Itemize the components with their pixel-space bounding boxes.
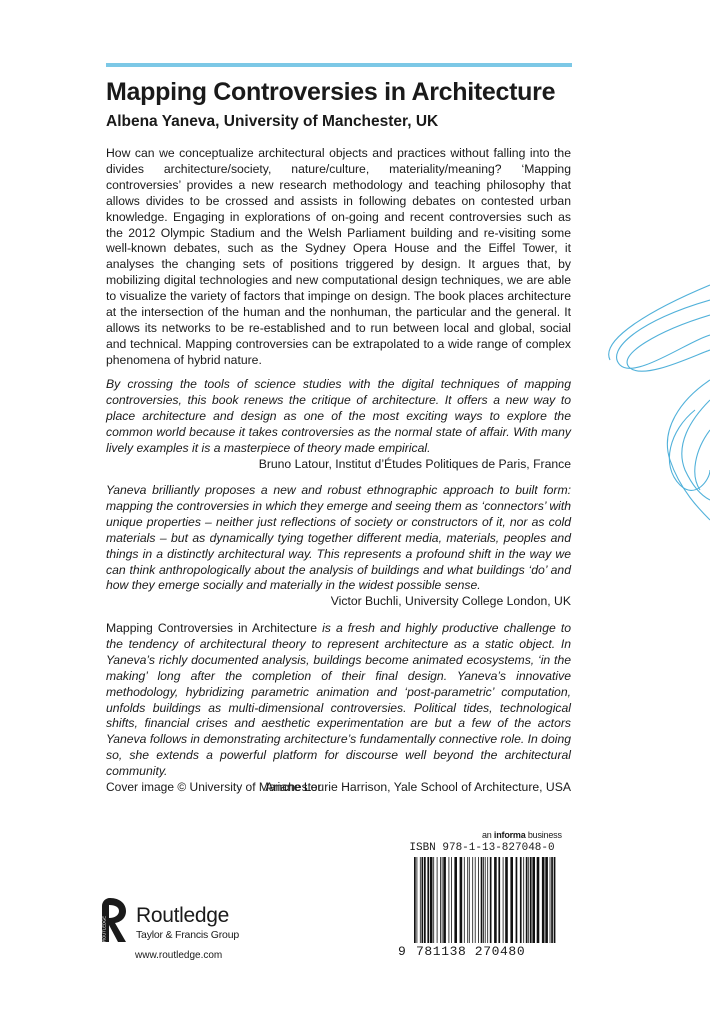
barcode-graphic <box>412 857 558 943</box>
barcode-bar <box>422 857 424 943</box>
endorsement-attribution: Victor Buchli, University College London, UK <box>330 594 571 609</box>
barcode-bar <box>530 857 532 943</box>
barcode-bar <box>523 857 524 943</box>
barcode-bar <box>417 857 418 943</box>
endorsement-book-title: Mapping Controversies in Architecture <box>106 621 317 635</box>
barcode-bar <box>420 857 421 943</box>
barcode-bar <box>537 857 540 943</box>
barcode-bar <box>440 857 441 943</box>
barcode-bar <box>464 857 465 943</box>
barcode-bar <box>545 857 548 943</box>
top-accent-rule <box>106 63 572 67</box>
publisher-name: Routledge <box>136 904 230 927</box>
barcode-bar <box>433 857 434 943</box>
barcode-bar <box>449 857 450 943</box>
book-description: How can we conceptualize architectural objects and practices without falling into the divides architecture/society, nature/culture, materiality/meaning? ‘Mapping controversies’ provides a new research methodology and teaching philosophy that allows divides to be crossed and assists in following debates on contested urban knowledge. Engaging in explorations of on-going and recent controversies such as the 2012 Olympic Stadium and the Welsh Parliament building and re-visiting some well-known debates, such as the Sydney Opera House and the Eiffel Tower, it analyses the changing sets of positions triggered by design. It argues that, by mobilizing digital technologies and new computational design techniques, we are able to visualize the variety of factors that impinge on design. The book places architecture at the intersection of the human and the nonhuman, the particular and the general. It allows its networks to be re-established and to run between local and global, social and technical. Mapping controversies can be extrapolated to a wide range of complex phenomena of hybrid nature. <box>106 146 571 367</box>
barcode-bar <box>467 857 468 943</box>
barcode-bar <box>528 857 529 943</box>
endorsement-attribution: Ariane Lourie Harrison, Yale School of Architecture, USA <box>265 780 571 795</box>
barcode-bar <box>430 857 433 943</box>
barcode-bar <box>498 857 500 943</box>
routledge-logo-icon <box>100 896 128 944</box>
endorsement-harrison <box>106 621 571 796</box>
barcode-bar <box>516 857 518 943</box>
barcode-bar <box>510 857 513 943</box>
barcode-bar <box>478 857 479 943</box>
barcode-bar <box>551 857 553 943</box>
endorsement-buchli <box>106 483 571 610</box>
barcode-bar <box>505 857 508 943</box>
publisher-website: www.routledge.com <box>135 950 223 961</box>
ean-digits: 781138 270480 <box>416 944 526 959</box>
endorsement-text: By crossing the tools of science studies with the digital techniques of mapping controversies, this book renews the critique of architecture. It offers a new way to place architecture and design as one of the most exciting ways to explore the common world because it takes controversies as the normal state of affair. With many lively examples it is a masterpiece of theory made empirical. <box>106 377 571 455</box>
routledge-logo-text: ROUTLEDGE <box>101 915 107 942</box>
barcode-bar <box>503 857 504 943</box>
barcode-bar <box>494 857 497 943</box>
barcode-bar <box>414 857 416 943</box>
barcode-bar <box>442 857 443 943</box>
barcode-bar <box>483 857 484 943</box>
book-author: Albena Yaneva, University of Manchester, UK <box>106 113 439 130</box>
barcode-bar <box>490 857 492 943</box>
endorsement-text: Yaneva brilliantly proposes a new and robust ethnographic approach to built form: mapping the controversies in which they emerge and seeing them as ‘connectors’ with unique properties – neither just reflections of society or constructors of it, nor as cold materials – but as dynamically tying together different media, materials, peoples and things in a distinctly architectural way. This represents a profound shift in the way we can think anthropologically about the analysis of buildings and what buildings ‘do’ and how they emerge socially and materially in the widest possible sense. <box>106 483 571 593</box>
decorative-swirl-graphic <box>600 280 710 530</box>
barcode-bar <box>532 857 535 943</box>
barcode-bar <box>472 857 473 943</box>
ean-lead-digit: 9 <box>398 944 406 959</box>
barcode-bar <box>424 857 426 943</box>
barcode-bar <box>481 857 483 943</box>
barcode-bar <box>460 857 463 943</box>
isbn-label: ISBN 978-1-13-827048-0 <box>409 842 555 854</box>
publisher-group: Taylor & Francis Group <box>136 929 239 941</box>
barcode-bar <box>451 857 452 943</box>
barcode-bar <box>542 857 545 943</box>
barcode-bar <box>485 857 486 943</box>
barcode-bar <box>443 857 446 943</box>
endorsement-text: is a fresh and highly productive challenge to the tendency of architectural theory to represent architecture as a static object. In Yaneva’s richly documented analysis, buildings become animated ecosystems, ‘in the making’ long after the completion of their final design. Yaneva’s innovative methodology, hybridizing parametric animation and ‘post-parametric’ computation, unfolds buildings as multi-dimensional controversies. Political tides, technological shifts, financial crises and aesthetic experimentation are but a few of the actors Yaneva follows in demonstrating architecture’s fundamentally connective role. In doing so, she extends a powerful platform for discourse well beyond the architectural community. <box>106 621 572 779</box>
barcode-bar <box>520 857 522 943</box>
barcode-bar <box>469 857 470 943</box>
barcode-bar <box>475 857 476 943</box>
barcode-bar <box>454 857 457 943</box>
book-title: Mapping Controversies in Architecture <box>106 78 556 106</box>
barcode-bar <box>437 857 438 943</box>
endorsement-latour <box>106 377 571 472</box>
barcode-bar <box>487 857 488 943</box>
informa-business-label: an informa business <box>482 830 562 840</box>
barcode-bar <box>526 857 528 943</box>
endorsement-attribution: Bruno Latour, Institut d’Études Politiques de Paris, France <box>258 456 571 471</box>
barcode-bar <box>550 857 551 943</box>
cover-credit: Cover image © University of Manchester <box>106 780 322 794</box>
barcode-bar <box>427 857 429 943</box>
barcode-bar <box>554 857 556 943</box>
